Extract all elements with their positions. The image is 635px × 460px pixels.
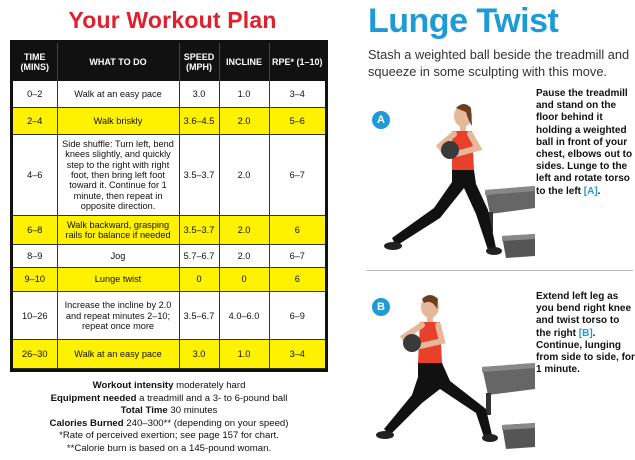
cell-speed: 3.5–3.7 <box>179 135 219 216</box>
total-time-value: 30 minutes <box>170 405 218 417</box>
cell-time: 6–8 <box>13 215 57 244</box>
cell-rpe: 3–4 <box>269 81 325 108</box>
note-calories <box>10 418 328 431</box>
workout-table <box>10 40 328 372</box>
header-incline: INCLINE <box>219 43 269 81</box>
lunge-a-illustration <box>370 98 535 266</box>
woman-figure-b <box>376 295 498 442</box>
step-a-ref: [A] <box>583 185 598 197</box>
cell-rpe: 6 <box>269 215 325 244</box>
note-total-time <box>10 405 328 418</box>
cell-what-to-do: Walk backward, grasping rails for balance if needed <box>57 215 179 244</box>
header-what-to-do: WHAT TO DO <box>57 43 179 81</box>
footnote-rpe: *Rate of perceived exertion; see page 157 for chart. <box>59 430 279 442</box>
equipment-label: Equipment needed <box>50 392 137 404</box>
cell-incline: 1.0 <box>219 81 269 108</box>
equipment-value: a treadmill and a 3- to 6-pound ball <box>139 392 288 404</box>
cell-rpe: 6–9 <box>269 292 325 340</box>
lunge-twist-title: Lunge Twist <box>368 2 559 40</box>
step-b-instructions: Extend left leg as you bend right knee and twist torso to the right <box>536 291 632 339</box>
intensity-value: moderately hard <box>176 380 246 391</box>
table-row <box>13 267 325 292</box>
step-a-instructions: Pause the treadmill and stand on the floor behind it holding a weighted ball in front of your chest, elbows out to sides. Lunge to the left and rotate torso to the left <box>536 88 633 197</box>
note-equipment <box>10 393 328 406</box>
cell-what-to-do: Jog <box>57 244 179 267</box>
lunge-twist-intro: Stash a weighted ball beside the treadmill and squeeze in some sculpting with this move. <box>368 47 630 79</box>
cell-speed: 3.5–3.7 <box>179 215 219 244</box>
plan-title: Your Workout Plan <box>68 7 277 33</box>
table-row <box>13 244 325 267</box>
cell-what-to-do: Lunge twist <box>57 267 179 292</box>
cell-speed: 5.7–6.7 <box>179 244 219 267</box>
cell-incline: 4.0–6.0 <box>219 292 269 340</box>
cell-time: 26–30 <box>13 339 57 368</box>
step-a-end: . <box>597 185 601 197</box>
cell-speed: 0 <box>179 267 219 292</box>
calories-label: Calories Burned <box>49 417 124 429</box>
header-speed: SPEED (MPH) <box>179 43 219 81</box>
table-row <box>13 339 325 368</box>
weighted-ball-icon <box>441 141 459 159</box>
step-b-ref: [B] <box>578 327 593 339</box>
step-divider <box>366 270 633 271</box>
cell-speed: 3.5–6.7 <box>179 292 219 340</box>
table-row <box>13 292 325 340</box>
workout-notes <box>10 380 328 456</box>
cell-time: 4–6 <box>13 135 57 216</box>
cell-rpe: 6–7 <box>269 244 325 267</box>
cell-what-to-do: Increase the incline by 2.0 and repeat minutes 2–10; repeat once more <box>57 292 179 340</box>
step-a-badge: A <box>372 111 390 129</box>
cell-rpe: 6 <box>269 267 325 292</box>
cell-rpe: 6–7 <box>269 135 325 216</box>
step-b-badge: B <box>372 298 390 316</box>
cell-incline: 2.0 <box>219 215 269 244</box>
header-rpe: RPE* (1–10) <box>269 43 325 81</box>
calories-value: 240–300** (depending on your speed) <box>126 417 289 429</box>
cell-rpe: 5–6 <box>269 108 325 135</box>
weighted-ball-icon <box>403 334 421 352</box>
workout-table-grid <box>13 43 325 369</box>
cell-time: 0–2 <box>13 81 57 108</box>
step-b-end: . Continue, lunging from side to side, for 1 minute. <box>536 327 635 376</box>
table-row <box>13 81 325 108</box>
table-row <box>13 215 325 244</box>
cell-time: 10–26 <box>13 292 57 340</box>
lunge-b-illustration <box>370 285 535 457</box>
header-time: TIME (MINS) <box>13 43 57 81</box>
cell-time: 2–4 <box>13 108 57 135</box>
cell-incline: 2.0 <box>219 244 269 267</box>
cell-rpe: 3–4 <box>269 339 325 368</box>
cell-speed: 3.0 <box>179 339 219 368</box>
note-intensity <box>10 380 328 393</box>
cell-incline: 2.0 <box>219 108 269 135</box>
footnote-calories: **Calorie burn is based on a 145-pound woman. <box>66 442 272 454</box>
step-b-text <box>536 291 635 376</box>
table-row <box>13 108 325 135</box>
woman-figure-a <box>384 104 502 255</box>
total-time-label: Total Time <box>120 405 168 417</box>
cell-time: 9–10 <box>13 267 57 292</box>
cell-incline: 0 <box>219 267 269 292</box>
cell-speed: 3.6–4.5 <box>179 108 219 135</box>
cell-what-to-do: Walk at an easy pace <box>57 81 179 108</box>
step-a-text <box>536 88 635 198</box>
cell-incline: 2.0 <box>219 135 269 216</box>
cell-speed: 3.0 <box>179 81 219 108</box>
cell-incline: 1.0 <box>219 339 269 368</box>
cell-what-to-do: Side shuffle: Turn left, bend knees slightly, and quickly step to the right with right foot, then bring left foot toward it. Continue for 1 minute, then repeat in opposite direction. <box>57 135 179 216</box>
cell-what-to-do: Walk briskly <box>57 108 179 135</box>
intensity-label: Workout intensity <box>92 380 174 391</box>
table-row <box>13 135 325 216</box>
cell-time: 8–9 <box>13 244 57 267</box>
cell-what-to-do: Walk at an easy pace <box>57 339 179 368</box>
